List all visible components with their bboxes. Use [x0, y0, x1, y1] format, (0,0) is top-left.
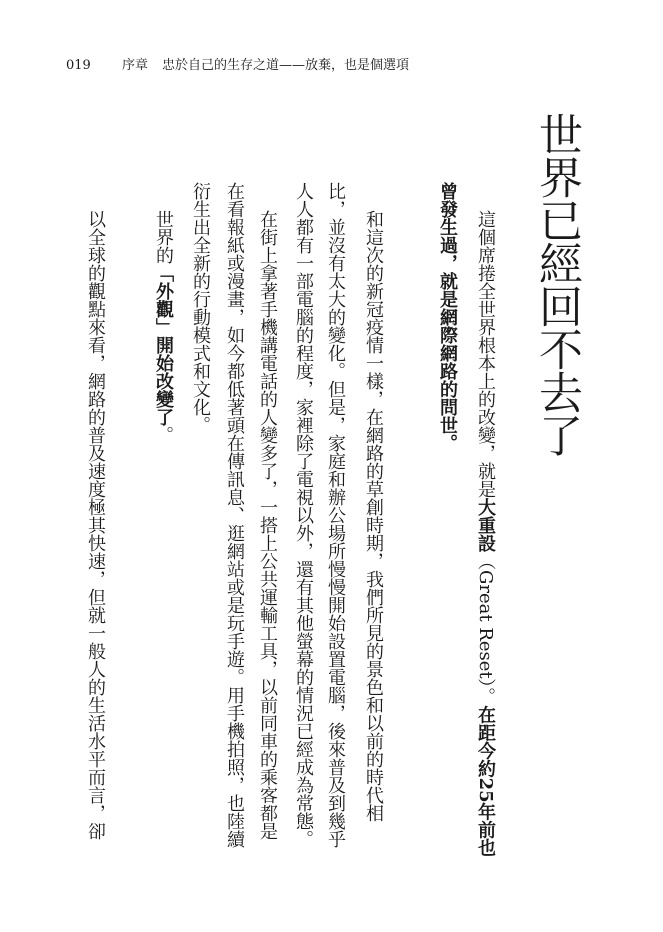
paragraph-3: [149, 210, 177, 444]
bold-text: 「外觀」開始改變了: [153, 264, 174, 426]
paragraph-1-line-2: 曾發生過，就是網際網路的問世。: [437, 182, 458, 452]
page-number: 019: [66, 58, 91, 73]
chapter-title: 忠於自己的生存之道——放棄，也是個選項: [162, 58, 410, 73]
bold-term-great-reset: 大重設: [475, 498, 496, 552]
text-run: （: [475, 552, 496, 570]
paragraph-2-line-5: 在看報紙或漫畫，如今都低著頭在傳訊息、逛網站或是玩手遊。用手機拍照，也陸續: [224, 182, 245, 848]
text-run: 這個席捲全世界根本上的改變，就是: [475, 210, 496, 498]
paragraph-2-line-2: 比，並沒有太大的變化。但是，家庭和辦公場所慢慢開始設置電腦，後來普及到幾乎: [325, 182, 346, 848]
text-run: 世界的: [153, 210, 174, 264]
paragraph-4-line-1: 以全球的觀點來看，網路的普及速度極其快速，但就一般人的生活水平而言，卻: [85, 210, 106, 840]
section-title: 世界已經回不去了: [531, 112, 582, 456]
bold-text: 在距今約25年前也: [475, 705, 496, 857]
running-header: [66, 58, 409, 74]
text-run: 。: [153, 426, 174, 444]
paragraph-2-line-6: 衍生出全新的行動模式和文化。: [190, 182, 211, 434]
paragraph-1-line-1: [471, 210, 499, 857]
latin-term: Great Reset: [475, 570, 496, 679]
chapter-label: 序章: [122, 58, 149, 73]
paragraph-2-line-4: 在街上拿著手機講電話的人變多了，一搭上公共運輸工具，以前同車的乘客都是: [257, 210, 278, 840]
paragraph-2-line-1: 和這次的新冠疫情一樣，在網路的草創時期，我們所見的景色和以前的時代相: [363, 210, 384, 822]
paragraph-2-line-3: 人人都有一部電腦的程度，家裡除了電視以外，還有其他螢幕的情況已經成為常態。: [293, 182, 314, 848]
text-run: ）。: [475, 678, 496, 706]
